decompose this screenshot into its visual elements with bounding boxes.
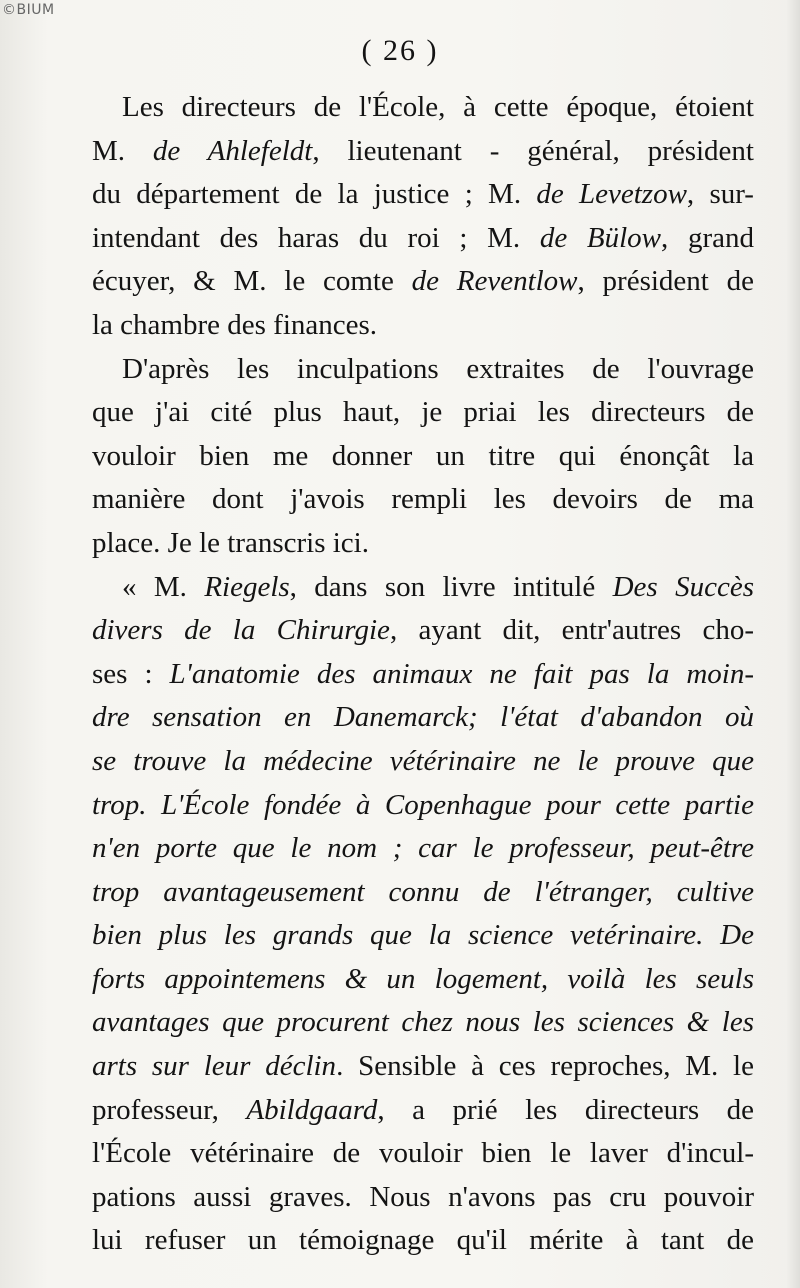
text-segment: Les directeurs de l'École, à cette époque, étoient <box>122 91 754 123</box>
text-segment: place. Je le transcris ici. <box>92 526 369 559</box>
text-line <box>92 1089 754 1133</box>
body-text <box>92 86 754 1263</box>
text-segment: manière dont j'avois rempli les devoirs de ma <box>92 483 754 516</box>
text-segment: la chambre des finances. <box>92 308 378 341</box>
text-segment: , lieutenant - général, président <box>312 134 754 167</box>
text-line <box>92 958 754 1002</box>
text-segment: écuyer, & M. le comte <box>92 265 412 298</box>
italic-text: de Ahlefeldt <box>152 134 313 167</box>
italic-text: forts appointemens & un logement, voilà les seuls <box>92 962 754 995</box>
text-line <box>92 522 754 566</box>
text-segment: l'École vétérinaire de vouloir bien le laver d'incul- <box>92 1137 754 1170</box>
text-segment: , grand <box>661 221 754 254</box>
italic-text: dre sensation en Danemarck; l'état d'abandon où <box>92 701 754 734</box>
text-line <box>92 609 754 653</box>
text-line <box>92 260 754 304</box>
text-segment: M. <box>92 134 153 167</box>
text-segment: , sur- <box>686 178 754 211</box>
italic-text: se trouve la médecine vétérinaire ne le prouve que <box>92 744 754 777</box>
text-segment: « M. <box>122 570 205 603</box>
text-line <box>92 435 754 479</box>
text-line <box>92 566 754 610</box>
text-line <box>92 740 754 784</box>
text-segment: intendant des haras du roi ; M. <box>92 221 540 254</box>
italic-text: trop. L'École fondée à Copenhague pour cette partie <box>92 788 754 821</box>
italic-text: trop avantageusement connu de l'étranger, cultive <box>92 875 754 908</box>
text-line <box>92 1045 754 1089</box>
text-line <box>92 1132 754 1176</box>
text-line <box>92 1001 754 1045</box>
text-line <box>92 1176 754 1220</box>
text-line <box>92 696 754 740</box>
text-line <box>92 391 754 435</box>
text-segment: D'après les inculpations extraites de l'ouvrage <box>122 352 754 385</box>
text-segment: , ayant dit, entr'autres cho- <box>389 614 755 647</box>
text-line <box>92 304 754 348</box>
text-segment: , président de <box>577 265 754 298</box>
text-line <box>92 173 754 217</box>
text-segment: ses : <box>92 657 170 690</box>
italic-text: de Levetzow <box>536 178 687 211</box>
italic-text: arts sur leur déclin <box>92 1050 337 1083</box>
text-segment: , dans son livre intitulé <box>289 570 613 603</box>
text-segment: , a prié les directeurs de <box>377 1093 755 1126</box>
text-segment: . Sensible à ces reproches, M. le <box>336 1050 754 1083</box>
watermark: ©BIUM <box>2 2 55 18</box>
italic-text: avantages que procurent chez nous les sciences & les <box>92 1006 754 1039</box>
text-line <box>92 914 754 958</box>
text-line <box>92 653 754 697</box>
italic-text: Abildgaard <box>246 1093 378 1126</box>
text-segment: professeur, <box>92 1093 247 1126</box>
italic-text: L'anatomie des animaux ne fait pas la moin- <box>169 657 754 690</box>
italic-text: bien plus les grands que la science vetérinaire. De <box>92 919 754 952</box>
italic-text: Des Succès <box>612 570 754 603</box>
page-edge-shadow <box>786 0 800 1288</box>
text-line <box>92 871 754 915</box>
text-line <box>92 784 754 828</box>
text-segment: vouloir bien me donner un titre qui énonçât la <box>92 439 754 472</box>
text-segment: pations aussi graves. Nous n'avons pas cru pouvoir <box>92 1180 754 1213</box>
italic-text: n'en porte que le nom ; car le professeur, peut-être <box>92 832 754 865</box>
italic-text: de Reventlow <box>411 265 578 298</box>
italic-text: Riegels <box>204 570 290 603</box>
text-line <box>92 827 754 871</box>
text-line <box>92 348 754 392</box>
text-line <box>92 478 754 522</box>
text-line <box>92 86 754 130</box>
text-segment: du département de la justice ; M. <box>92 178 537 211</box>
text-segment: que j'ai cité plus haut, je priai les directeurs de <box>92 396 754 429</box>
italic-text: de Bülow <box>539 221 662 254</box>
text-line <box>92 130 754 174</box>
text-line <box>92 1219 754 1263</box>
page-number: ( 26 ) <box>361 34 439 67</box>
italic-text: divers de la Chirurgie <box>92 614 390 647</box>
text-segment: lui refuser un témoignage qu'il mérite à tant de <box>92 1224 754 1257</box>
text-line <box>92 217 754 261</box>
